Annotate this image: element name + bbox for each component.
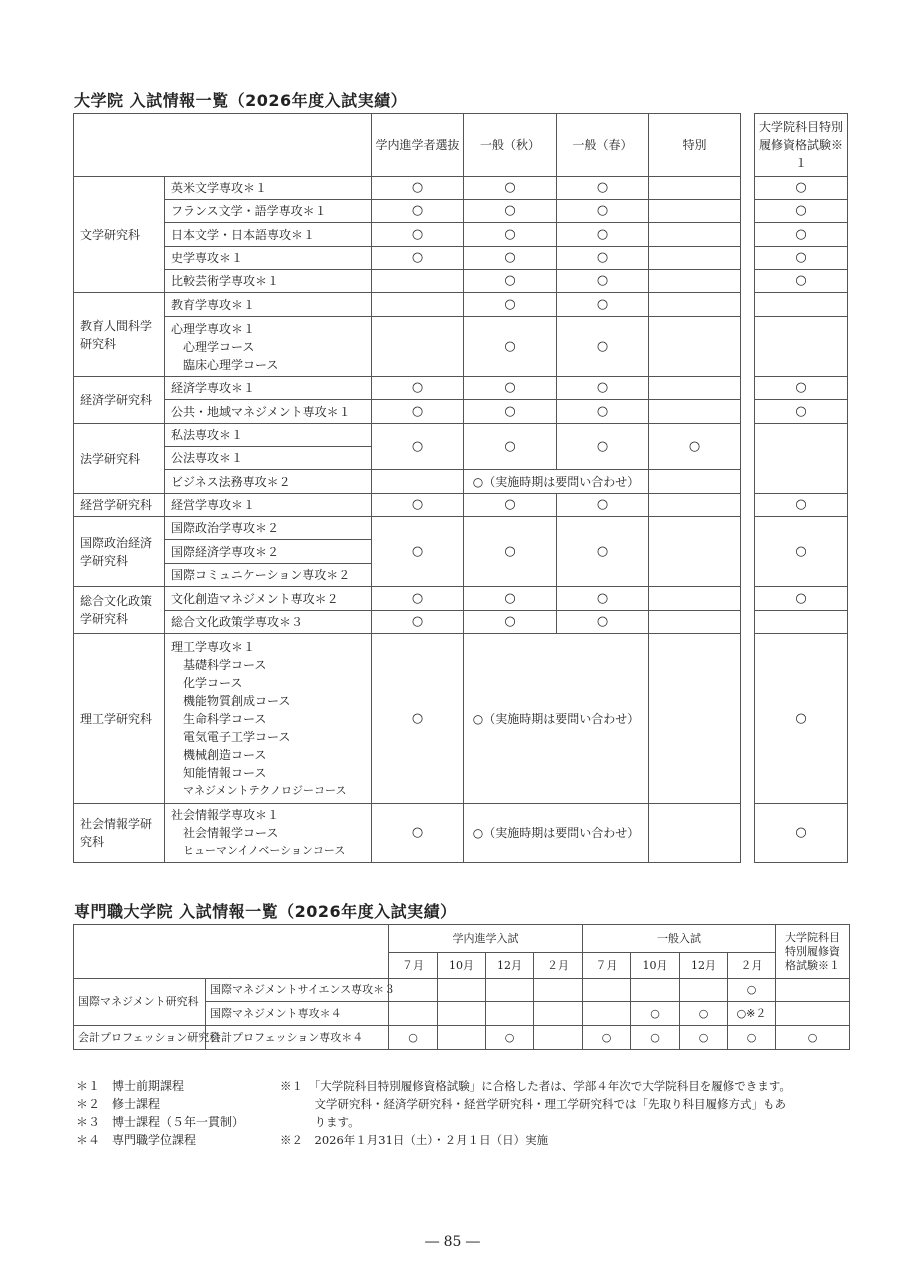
grad-school-name: 総合文化政策学研究科 — [74, 587, 165, 634]
circle-mark: ○ — [557, 424, 649, 470]
grad-school-name: 教育人間科学研究科 — [74, 293, 165, 377]
major-name: 史学専攻＊１ — [165, 247, 372, 270]
major-name: 会計プロフェッション専攻＊４ — [206, 1026, 389, 1050]
header-corner — [74, 114, 372, 177]
circle-mark: ○ — [557, 587, 649, 611]
circle-mark: ○ — [557, 200, 649, 223]
inquiry-note: ○（実施時期は要問い合わせ） — [464, 804, 649, 863]
major-name: 英米文学専攻＊１ — [165, 177, 372, 200]
month-header: 10月 — [438, 953, 486, 979]
professional-grad-table — [73, 924, 850, 1050]
circle-mark: ○ — [557, 177, 649, 200]
circle-mark: ○ — [372, 634, 464, 804]
footnote: ＊３ 博士課程（５年一貫制） — [76, 1115, 245, 1129]
grad-school-name: 経営学研究科 — [74, 494, 165, 517]
course-name: 機械創造コース — [183, 747, 267, 762]
circle-mark: ○ — [557, 377, 649, 400]
grad-school-name: 理工学研究科 — [74, 634, 165, 804]
circle-mark: ○ — [372, 247, 464, 270]
circle-mark: ○ — [755, 200, 848, 223]
month-header: ２月 — [728, 953, 776, 979]
inquiry-note: ○（実施時期は要問い合わせ） — [464, 470, 649, 494]
grad-school-name: 文学研究科 — [74, 177, 165, 293]
header-subject-exam: 大学院科目特別履修資格試験※１ — [776, 925, 850, 979]
major-name: 日本文学・日本語専攻＊１ — [165, 223, 372, 247]
major-name: 比較芸術学専攻＊１ — [165, 270, 372, 293]
major-name: 経営学専攻＊１ — [165, 494, 372, 517]
circle-mark: ○ — [464, 400, 557, 424]
circle-mark: ○ — [464, 517, 557, 587]
course-name: 知能情報コース — [183, 765, 267, 780]
month-header: ２月 — [534, 953, 583, 979]
inquiry-note: ○（実施時期は要問い合わせ） — [464, 634, 649, 804]
header-general-exam: 一般入試 — [583, 925, 776, 953]
circle-mark: ○ — [557, 317, 649, 377]
circle-mark: ○ — [776, 1026, 850, 1050]
course-name: 社会情報学コース — [183, 826, 279, 840]
circle-mark: ○ — [464, 424, 557, 470]
major-name: 経済学専攻＊１ — [165, 377, 372, 400]
header-internal-exam: 学内進学入試 — [389, 925, 583, 953]
footnote: ※２ 2026年１月31日（土）・２月１日（日）実施 — [280, 1133, 549, 1147]
major-name: 国際マネジメント専攻＊４ — [206, 1002, 389, 1026]
major-name — [165, 317, 372, 377]
circle-mark: ○ — [631, 1002, 680, 1026]
course-name: 生命科学コース — [183, 711, 267, 726]
circle-mark: ○ — [631, 1026, 680, 1050]
circle-mark: ○ — [464, 494, 557, 517]
circle-mark: ○ — [372, 400, 464, 424]
circle-mark: ○ — [755, 400, 848, 424]
circle-mark: ○ — [464, 587, 557, 611]
grad-school-name: 国際マネジメント研究科 — [74, 979, 206, 1026]
course-name: 機能物質創成コース — [183, 693, 291, 708]
course-name: 電気電子工学コース — [183, 729, 291, 744]
course-name: 臨床心理学コース — [183, 357, 279, 372]
circle-mark: ○ — [464, 611, 557, 634]
major-label: 社会情報学専攻＊１ — [171, 808, 280, 822]
circle-mark: ○ — [464, 270, 557, 293]
footnotes-right — [280, 1077, 791, 1149]
circle-mark: ○ — [372, 587, 464, 611]
circle-mark: ○ — [755, 377, 848, 400]
course-name: 心理学コース — [183, 339, 255, 354]
major-label: 心理学専攻＊１ — [171, 321, 256, 336]
major-name: ビジネス法務専攻＊２ — [165, 470, 372, 494]
circle-mark: ○ — [372, 223, 464, 247]
month-header: 12月 — [680, 953, 728, 979]
course-name: マネジメントテクノロジーコース — [183, 783, 347, 797]
header-general-autumn: 一般（秋） — [464, 114, 557, 177]
footnote: ※１ 「大学院科目特別履修資格試験」に合格した者は、学部４年次で大学院科目を履修できます。 — [280, 1079, 791, 1093]
circle-mark: ○ — [464, 247, 557, 270]
circle-mark: ○ — [755, 247, 848, 270]
circle-mark: ○ — [464, 377, 557, 400]
circle-mark: ○ — [372, 177, 464, 200]
major-label: 理工学専攻＊１ — [171, 639, 256, 654]
major-name: 総合文化政策学専攻＊３ — [165, 611, 372, 634]
footnote: ＊２ 修士課程 — [76, 1097, 161, 1111]
header-special: 特別 — [649, 114, 741, 177]
footnotes-left — [76, 1077, 244, 1149]
footnote: ＊１ 博士前期課程 — [76, 1079, 185, 1093]
circle-mark: ○ — [464, 223, 557, 247]
circle-mark: ○ — [755, 270, 848, 293]
circle-mark: ○ — [649, 424, 741, 470]
header-internal: 学内進学者選抜 — [372, 114, 464, 177]
major-name: 国際コミュニケーション専攻＊２ — [165, 564, 372, 587]
month-header: 12月 — [486, 953, 534, 979]
graduate-admission-table — [73, 113, 848, 863]
circle-mark: ○ — [583, 1026, 631, 1050]
circle-mark: ○ — [557, 293, 649, 317]
footnote: ります。 — [280, 1115, 360, 1129]
circle-mark: ○ — [557, 400, 649, 424]
major-name: 教育学専攻＊１ — [165, 293, 372, 317]
footnote: 文学研究科・経済学研究科・経営学研究科・理工学研究科では「先取り科目履修方式」もあ — [280, 1097, 786, 1111]
major-name: フランス文学・語学専攻＊１ — [165, 200, 372, 223]
circle-mark: ○ — [755, 223, 848, 247]
grad-school-name: 会計プロフェッション研究科 — [74, 1026, 206, 1050]
circle-mark: ○ — [755, 494, 848, 517]
circle-mark: ○ — [486, 1026, 534, 1050]
major-name — [165, 634, 372, 804]
major-name: 私法専攻＊１ — [165, 424, 372, 447]
circle-mark: ○ — [728, 1026, 776, 1050]
circle-mark: ○ — [680, 1026, 728, 1050]
major-name: 国際マネジメントサイエンス専攻＊３ — [206, 979, 389, 1002]
header-subject-exam: 大学院科目特別履修資格試験※１ — [755, 114, 848, 177]
major-name — [165, 804, 372, 863]
circle-mark: ○ — [372, 517, 464, 587]
circle-mark: ○ — [372, 804, 464, 863]
circle-mark: ○ — [557, 223, 649, 247]
circle-mark: ○ — [372, 424, 464, 470]
major-name: 国際経済学専攻＊２ — [165, 540, 372, 564]
circle-mark: ○ — [755, 517, 848, 587]
month-header: 10月 — [631, 953, 680, 979]
section2-title: 専門職大学院 入試情報一覧（2026年度入試実績） — [74, 902, 457, 921]
circle-mark: ○ — [464, 200, 557, 223]
header-corner — [74, 925, 389, 979]
circle-mark: ○ — [755, 587, 848, 611]
circle-mark: ○ — [557, 494, 649, 517]
major-name: 公法専攻＊１ — [165, 447, 372, 470]
circle-mark: ○ — [728, 979, 776, 1002]
course-name: ヒューマンイノベーションコース — [183, 844, 346, 857]
page-number: ― 85 ― — [425, 1234, 480, 1250]
course-name: 基礎科学コース — [183, 657, 267, 672]
course-name: 化学コース — [183, 675, 243, 690]
circle-mark: ○ — [372, 377, 464, 400]
major-name: 文化創造マネジメント専攻＊２ — [165, 587, 372, 611]
section1-title: 大学院 入試情報一覧（2026年度入試実績） — [74, 91, 408, 110]
circle-mark: ○ — [372, 200, 464, 223]
footnote: ＊４ 専門職学位課程 — [76, 1133, 197, 1147]
circle-mark: ○ — [372, 494, 464, 517]
circle-mark: ○ — [680, 1002, 728, 1026]
circle-mark: ○ — [557, 247, 649, 270]
grad-school-name: 法学研究科 — [74, 424, 165, 494]
circle-mark: ○ — [755, 177, 848, 200]
circle-mark: ○ — [557, 270, 649, 293]
circle-mark: ○ — [557, 611, 649, 634]
header-general-spring: 一般（春） — [557, 114, 649, 177]
month-header: ７月 — [583, 953, 631, 979]
circle-mark: ○ — [464, 177, 557, 200]
major-name: 国際政治学専攻＊２ — [165, 517, 372, 540]
month-header: ７月 — [389, 953, 438, 979]
circle-mark: ○ — [464, 317, 557, 377]
grad-school-name: 国際政治経済学研究科 — [74, 517, 165, 587]
circle-mark: ○ — [557, 517, 649, 587]
grad-school-name: 社会情報学研究科 — [74, 804, 165, 863]
circle-mark: ○ — [755, 634, 848, 804]
circle-mark: ○ — [755, 804, 848, 863]
circle-mark: ○ — [389, 1026, 438, 1050]
circle-mark-note: ○※２ — [728, 1002, 776, 1026]
circle-mark: ○ — [464, 293, 557, 317]
circle-mark: ○ — [372, 611, 464, 634]
grad-school-name: 経済学研究科 — [74, 377, 165, 424]
major-name: 公共・地域マネジメント専攻＊１ — [165, 400, 372, 424]
